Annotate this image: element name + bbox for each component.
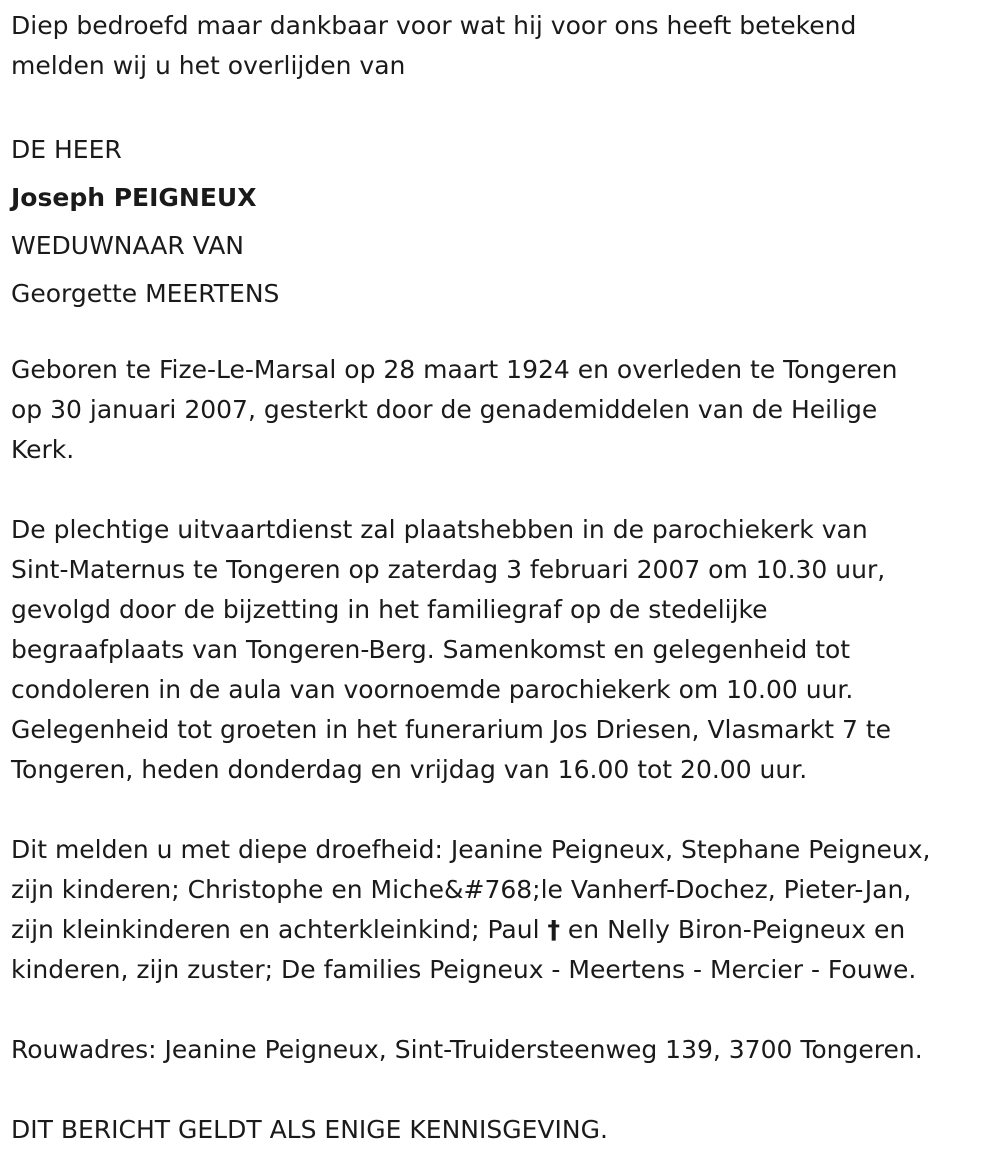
intro-line-1: Diep bedroefd maar dankbaar voor wat hij voor ons heeft betekend (11, 11, 857, 40)
funeral-line-3: gevolgd door de bijzetting in het familiegraf op de stedelijke (11, 595, 768, 624)
family-line-3-end: en Nelly Biron-Peigneux en (559, 915, 906, 944)
family-line-1: Dit melden u met diepe droefheid: Jeanine Peigneux, Stephane Peigneux, (11, 835, 931, 864)
deceased-status: WEDUWNAAR VAN (11, 231, 245, 260)
funeral-line-4: begraafplaats van Tongeren-Berg. Samenkomst en gelegenheid tot (11, 635, 851, 664)
funeral-line-1: De plechtige uitvaartdienst zal plaatshebben in de parochiekerk van (11, 515, 868, 544)
funeral-line-7: Tongeren, heden donderdag en vrijdag van 16.00 tot 20.00 uur. (11, 755, 808, 784)
birth-death-line-3: Kerk. (11, 435, 75, 464)
funeral-line-5: condoleren in de aula van voornoemde parochiekerk om 10.00 uur. (11, 675, 854, 704)
intro-line-2: melden wij u het overlijden van (11, 51, 406, 80)
mourning-address: Rouwadres: Jeanine Peigneux, Sint-Truidersteenweg 139, 3700 Tongeren. (11, 1035, 923, 1064)
birth-death-line-2: op 30 januari 2007, gesterkt door de genademiddelen van de Heilige (11, 395, 878, 424)
spouse-name: Georgette MEERTENS (11, 279, 280, 308)
cross-icon: † (547, 915, 560, 944)
funeral-line-2: Sint-Maternus te Tongeren op zaterdag 3 februari 2007 om 10.30 uur, (11, 555, 886, 584)
family-line-3-start: zijn kleinkinderen en achterkleinkind; Paul (11, 915, 548, 944)
birth-death-line-1: Geboren te Fize-Le-Marsal op 28 maart 1924 en overleden te Tongeren (11, 355, 898, 384)
family-line-3 (11, 910, 988, 950)
deceased-name: Joseph PEIGNEUX (11, 183, 257, 212)
family-line-4: kinderen, zijn zuster; De families Peigneux - Meertens - Mercier - Fouwe. (11, 955, 917, 984)
deceased-title: DE HEER (11, 135, 122, 164)
family-line-2: zijn kinderen; Christophe en Miche&#768;le Vanherf-Dochez, Pieter-Jan, (11, 875, 912, 904)
funeral-line-6: Gelegenheid tot groeten in het funerarium Jos Driesen, Vlasmarkt 7 te (11, 715, 892, 744)
closing-statement: DIT BERICHT GELDT ALS ENIGE KENNISGEVING. (11, 1115, 608, 1144)
